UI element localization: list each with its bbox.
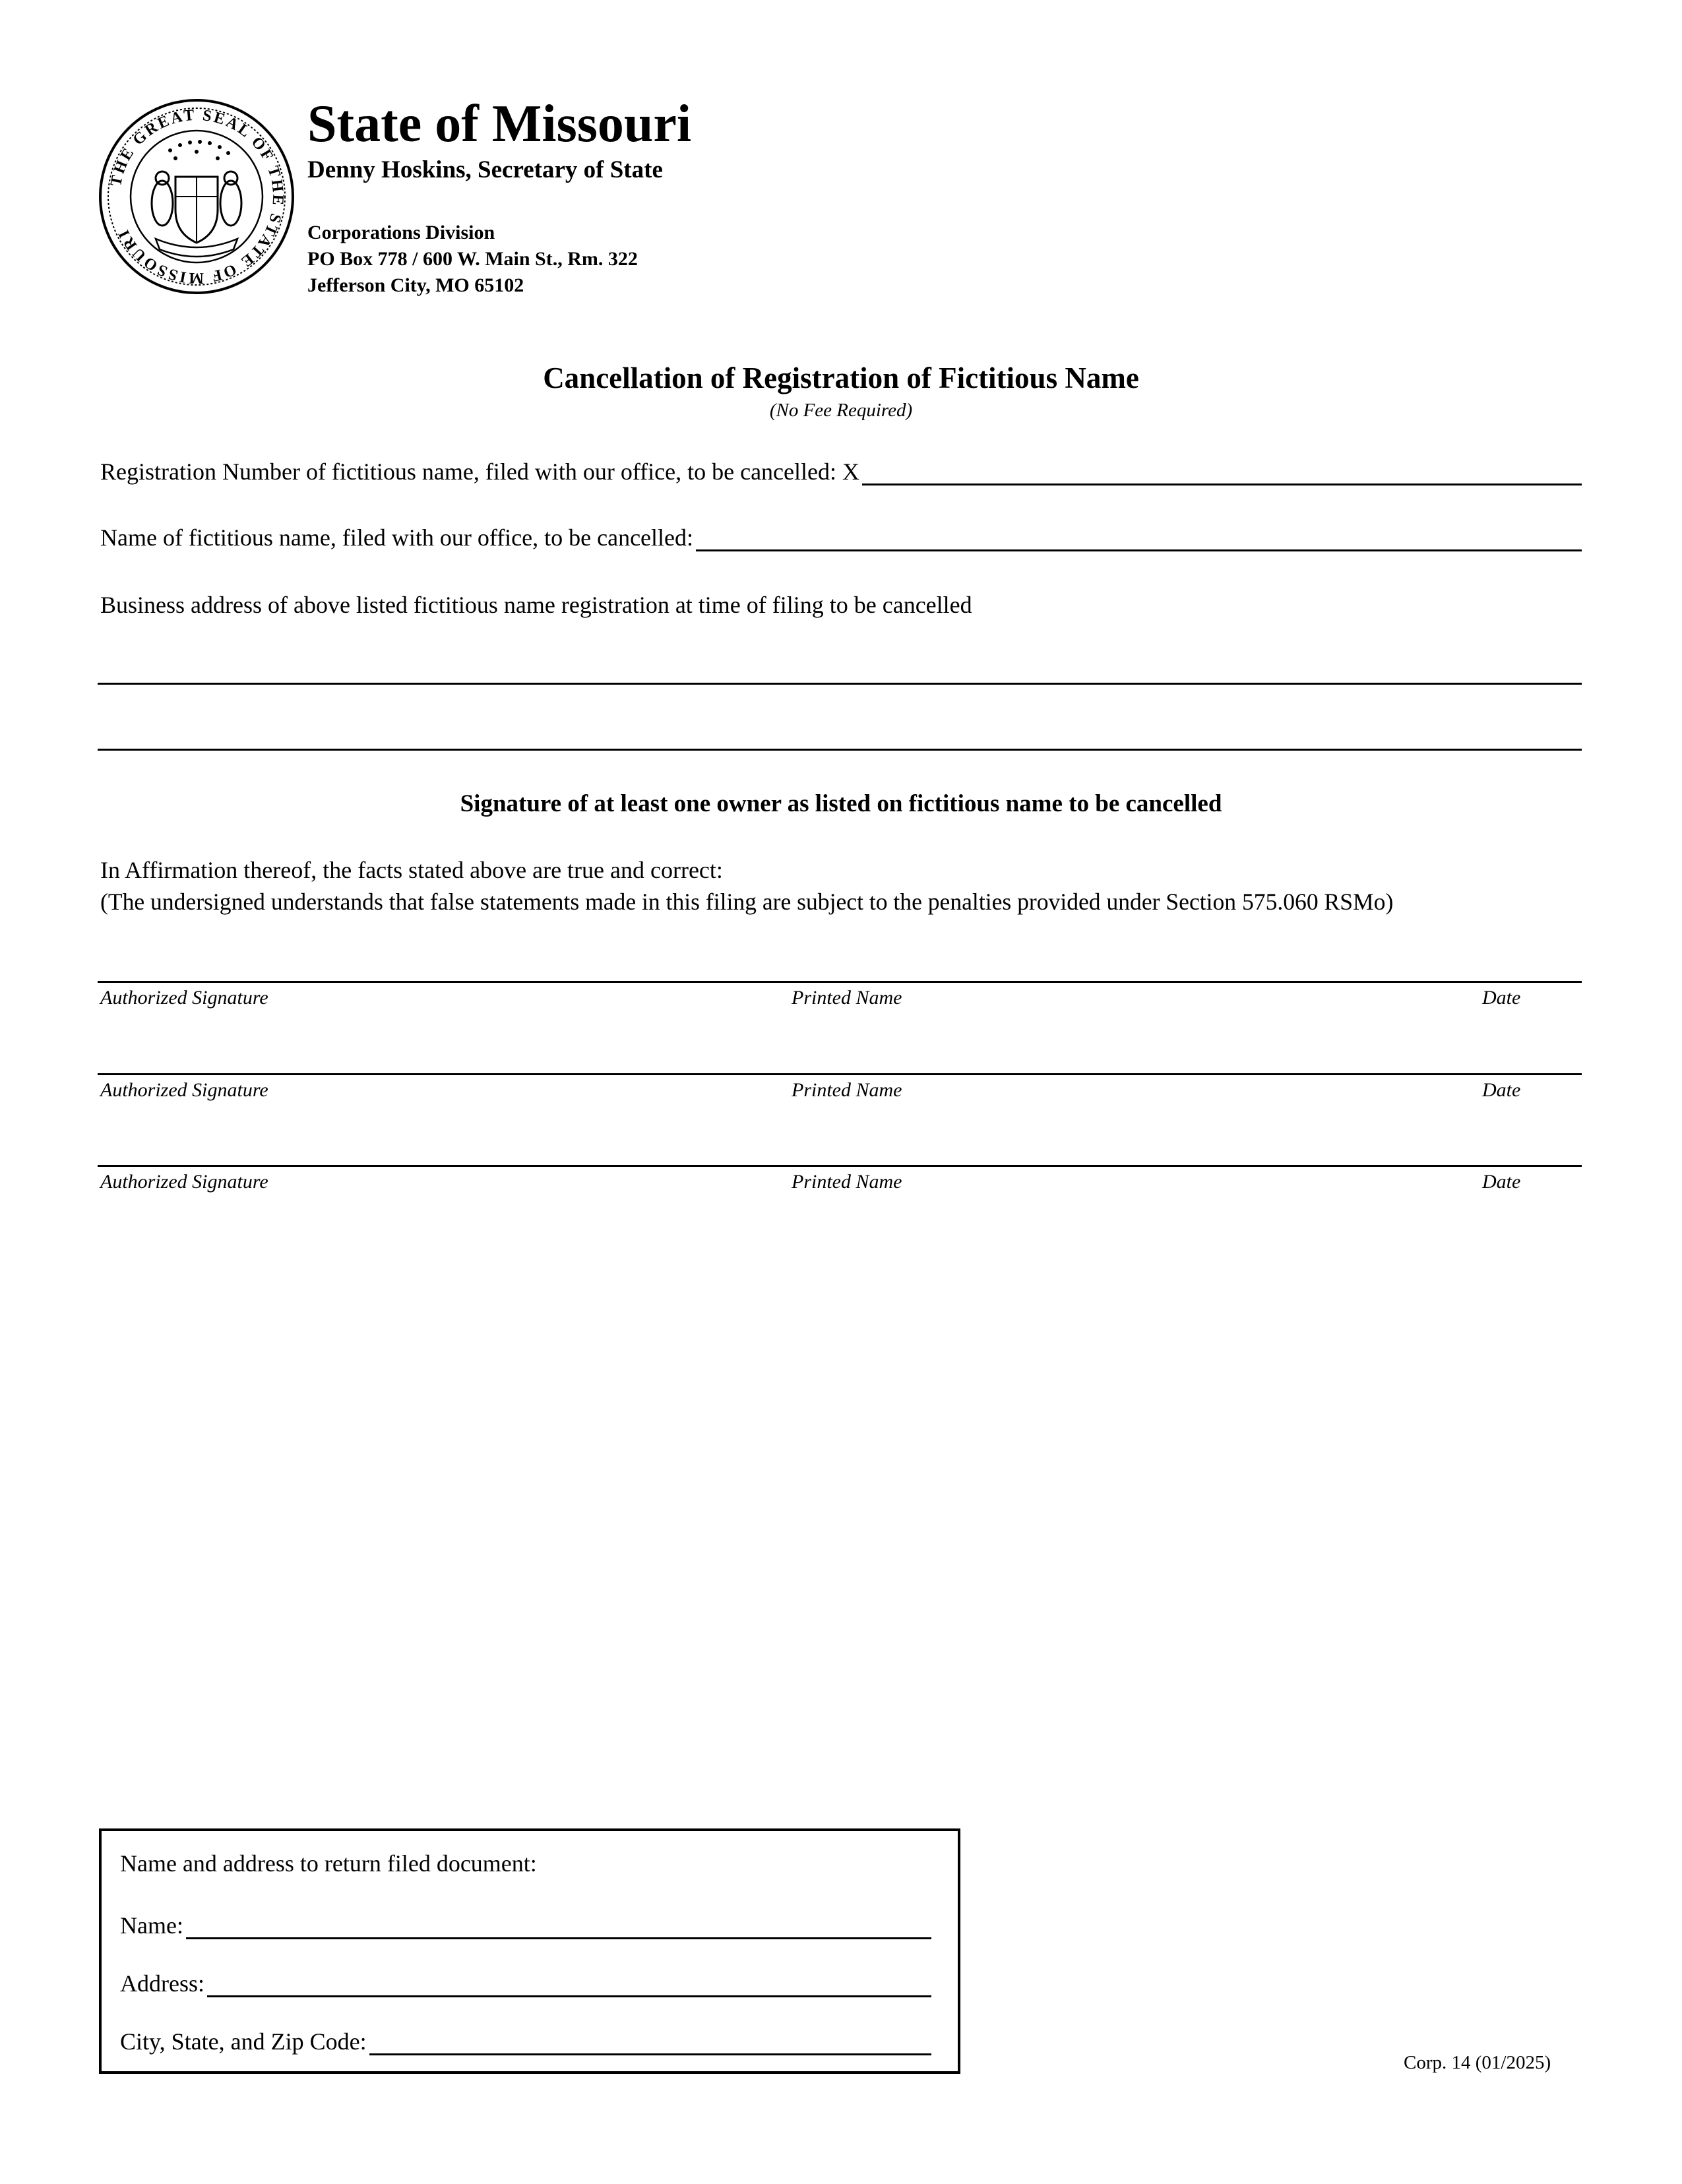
return-name-row — [120, 1912, 931, 1939]
signature-heading: Signature of at least one owner as listed on fictitious name to be cancelled — [460, 790, 1222, 817]
business-address-line-2[interactable] — [98, 749, 1582, 751]
date-caption-2: Date — [1482, 1079, 1521, 1101]
registration-number-row — [100, 458, 1582, 485]
return-city-field[interactable] — [369, 2031, 931, 2055]
fictitious-name-label: Name of fictitious name, filed with our office, to be cancelled: — [100, 524, 694, 551]
return-box-heading: Name and address to return filed document: — [120, 1850, 537, 1877]
form-title: Cancellation of Registration of Fictitious Name — [543, 361, 1139, 394]
return-city-row — [120, 2028, 931, 2055]
affirmation-text: In Affirmation thereof, the facts stated above are true and correct: — [100, 857, 723, 883]
signature-line-3[interactable] — [98, 1165, 1582, 1167]
business-address-label: Business address of above listed fictitious name registration at time of filing to be cancelled — [100, 592, 972, 618]
return-address-label: Address: — [120, 1970, 204, 1997]
form-id: Corp. 14 (01/2025) — [1404, 2052, 1551, 2073]
address-line-1: PO Box 778 / 600 W. Main St., Rm. 322 — [307, 248, 638, 270]
signature-caption-1: Authorized Signature — [100, 987, 268, 1009]
penalty-note: (The undersigned understands that false statements made in this filing are subject to the penalties provided under Section 575.060 RSMo) — [100, 889, 1394, 915]
seal-text: THE GREAT SEAL OF THE STATE OF MISSOURI — [107, 106, 287, 287]
registration-number-label: Registration Number of fictitious name, filed with our office, to be cancelled: X — [100, 458, 859, 485]
division-name: Corporations Division — [307, 222, 495, 243]
agency-name: State of Missouri — [307, 95, 692, 153]
return-name-field[interactable] — [186, 1915, 931, 1939]
form-subtitle: (No Fee Required) — [769, 400, 913, 421]
signature-line-2[interactable] — [98, 1073, 1582, 1075]
signature-caption-3: Authorized Signature — [100, 1171, 268, 1193]
return-name-label: Name: — [120, 1912, 183, 1939]
printed-name-caption-1: Printed Name — [792, 987, 902, 1009]
date-caption-1: Date — [1482, 987, 1521, 1009]
signature-caption-2: Authorized Signature — [100, 1079, 268, 1101]
return-address-box — [99, 1828, 960, 2074]
return-address-row — [120, 1970, 931, 1997]
date-caption-3: Date — [1482, 1171, 1521, 1193]
signature-line-1[interactable] — [98, 981, 1582, 983]
registration-number-field[interactable] — [862, 461, 1582, 485]
business-address-line-1[interactable] — [98, 683, 1582, 685]
state-seal — [98, 98, 296, 296]
printed-name-caption-3: Printed Name — [792, 1171, 902, 1193]
fictitious-name-row — [100, 524, 1582, 551]
printed-name-caption-2: Printed Name — [792, 1079, 902, 1101]
state-seal-icon — [98, 98, 296, 296]
return-address-field[interactable] — [207, 1973, 931, 1997]
address-line-2: Jefferson City, MO 65102 — [307, 274, 524, 296]
return-city-label: City, State, and Zip Code: — [120, 2028, 367, 2055]
secretary-of-state: Denny Hoskins, Secretary of State — [307, 156, 663, 183]
fictitious-name-field[interactable] — [696, 527, 1582, 551]
